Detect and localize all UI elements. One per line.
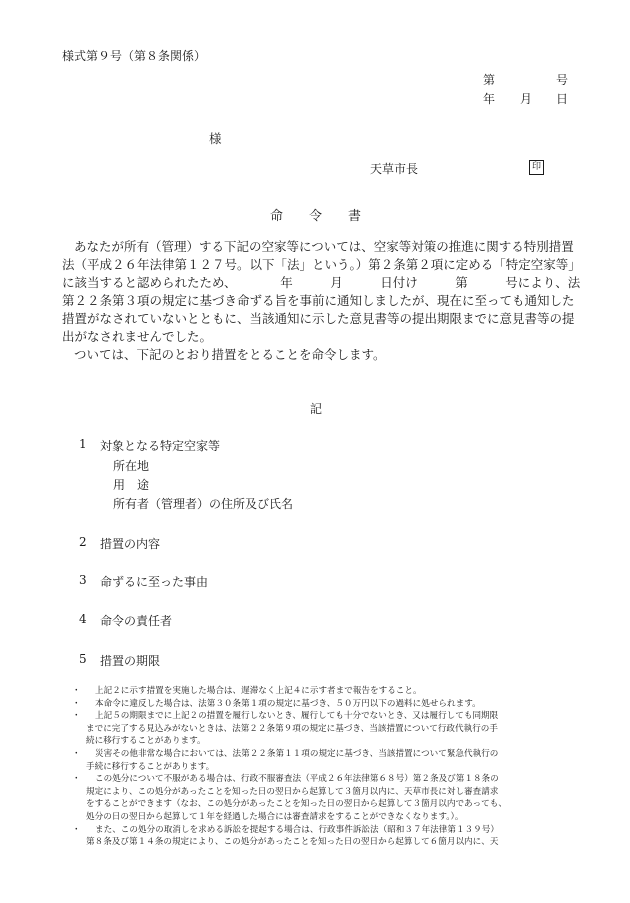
body-line: 法（平成２６年法律第１２７号。以下「法」という。）第２条第２項に定める「特定空家等」 — [62, 257, 581, 272]
issuer-name: 天草市長 — [370, 162, 419, 176]
addressee-suffix: 様 — [209, 131, 222, 146]
date-year: 年 — [483, 92, 496, 106]
note-line: 手続に移行することがあります。 — [86, 761, 215, 772]
document-title: 命 令 書 — [270, 209, 362, 224]
note-line: 本命令に違反した場合は、法第３０条第１項の規定に基づき、５０万円以下の過料に処せられます。 — [95, 698, 481, 709]
date-day: 日 — [556, 92, 569, 106]
note-line: 第８条及び第１４条の規定により、この処分があったことを知った日の翌日から起算して６箇月以内に、天 — [86, 837, 499, 848]
item-number: 4 — [79, 612, 87, 626]
note-item — [72, 685, 572, 698]
note-line: 上記２に示す措置を実施した場合は、遅滞なく上記４に示す者まで報告をすること。 — [95, 686, 422, 696]
item-label: 命ずるに至った事由 — [100, 575, 209, 589]
note-item — [72, 824, 572, 849]
body-line: 措置がなされていないとともに、当該通知に示した意見書等の提出期限までに意見書等の提 — [62, 311, 575, 326]
body-line: 第２２条第３項の規定に基づき命ずる旨を事前に通知しましたが、現在に至っても通知した — [62, 293, 575, 308]
note-line: 上記５の期限までに上記２の措置を履行しないとき、履行しても十分でないとき、又は履行しても同期限 — [95, 711, 499, 722]
item-number: 3 — [79, 573, 87, 587]
body-line: 出がなされませんでした。 — [62, 329, 213, 344]
note-bullet: ・ — [72, 711, 81, 722]
note-line: この処分について不服がある場合は、行政不服審査法（平成２６年法律第６８号）第２条及び第１８条の — [95, 774, 499, 785]
item-number: 2 — [79, 535, 87, 549]
note-line: をすることができます（なお、この処分があったことを知った日の翌日から起算して３箇月以内であっても、 — [86, 799, 507, 810]
number-suffix: 号 — [556, 73, 569, 87]
item-label: 対象となる特定空家等 — [100, 439, 221, 453]
note-item — [72, 773, 572, 823]
note-line: 災害その他非常な場合においては、法第２２条第１１項の規定に基づき、当該措置について緊急代執行の — [95, 748, 499, 759]
note-line: 続に移行することがあります。 — [86, 736, 206, 747]
item-number: 5 — [79, 652, 87, 666]
subitem-label: 所有者（管理者）の住所及び氏名 — [113, 497, 294, 511]
ki-heading: 記 — [310, 402, 323, 416]
note-bullet: ・ — [72, 824, 81, 835]
note-line: 規定により、この処分があったことを知った日の翌日から起算して３箇月以内に、天草市長に対し審査請求 — [86, 786, 499, 797]
note-bullet: ・ — [72, 748, 81, 759]
item-label: 措置の期限 — [100, 654, 161, 668]
note-line: 処分の日の翌日から起算して１年を経過した場合には審査請求をすることができなくなります。）。 — [86, 811, 464, 822]
body-text — [62, 238, 581, 364]
item-label: 命令の責任者 — [100, 614, 173, 628]
item-number: 1 — [79, 437, 87, 451]
number-prefix: 第 — [483, 73, 496, 87]
body-line: に該当すると認められたため、 年 月 日付け 第 号により、法 — [62, 275, 581, 290]
subitem-label: 用 途 — [113, 478, 150, 492]
subitem-label: 所在地 — [113, 459, 150, 473]
body-line: あなたが所有（管理）する下記の空家等については、空家等対策の推進に関する特別措置 — [74, 239, 574, 254]
note-item — [72, 748, 572, 773]
note-bullet: ・ — [72, 774, 81, 785]
notes-section — [72, 685, 572, 849]
date-month: 月 — [520, 92, 533, 106]
body-line: ついては、下記のとおり措置をとることを命令します。 — [74, 347, 386, 362]
seal-stamp: 印 — [529, 160, 544, 175]
form-label: 様式第９号（第８条関係） — [62, 49, 207, 63]
note-bullet: ・ — [72, 698, 81, 709]
note-item — [72, 710, 572, 748]
note-line: までに完了する見込みがないときは、法第２２条第９項の規定に基づき、当該措置について行政代執行の手 — [86, 723, 498, 734]
note-item — [72, 698, 572, 711]
note-bullet: ・ — [72, 686, 81, 696]
note-line: また、この処分の取消しを求める訴訟を提起する場合は、行政事件訴訟法（昭和３７年法律第１３９号） — [95, 824, 499, 835]
item-label: 措置の内容 — [100, 537, 161, 551]
